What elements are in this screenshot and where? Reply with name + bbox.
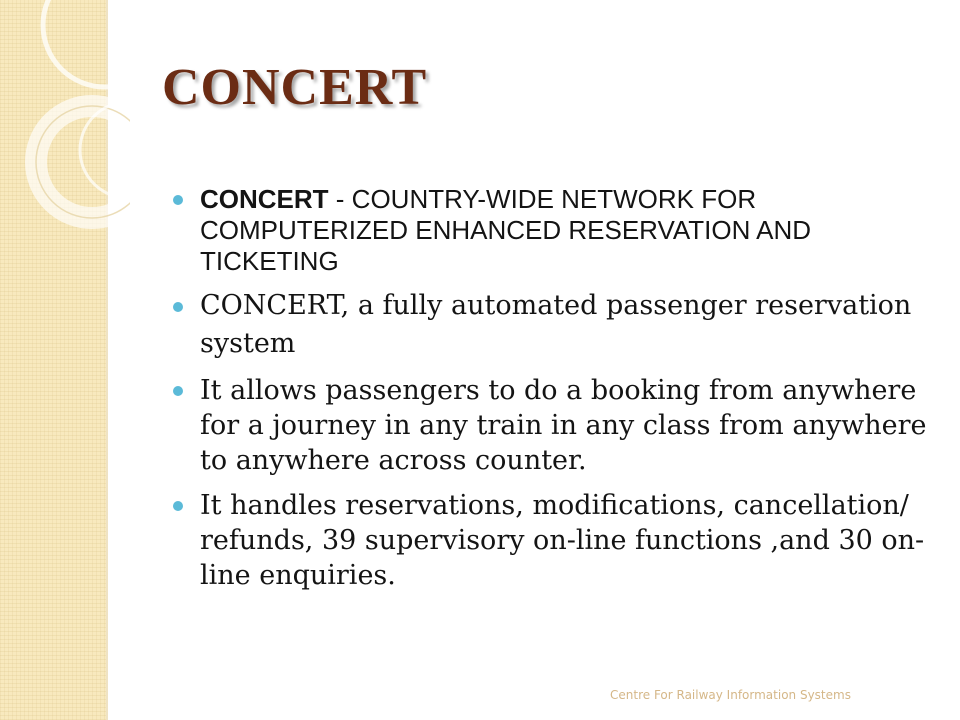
- footer-text: Centre For Railway Information Systems: [610, 688, 851, 702]
- bullet-dot-icon: [173, 501, 183, 511]
- slide-title: CONCERT: [162, 59, 428, 116]
- bullet-item: [200, 184, 940, 277]
- bullet-dot-icon: [173, 302, 183, 312]
- bullet-item: [200, 488, 940, 593]
- bullet-dot-icon: [173, 386, 183, 396]
- bullet-text: CONCERT, a fully automated passenger reservation system: [200, 290, 912, 359]
- deco-circle-large: [43, 0, 130, 87]
- bullet-term: CONCERT: [200, 184, 329, 214]
- bullet-text: It handles reservations, modifications, cancellation/ refunds, 39 supervisory on-line functions ,and 30 on-line enquiries.: [200, 490, 925, 591]
- bullet-list: [200, 184, 940, 603]
- decorative-circles-graphic: [0, 0, 130, 240]
- bullet-item: [200, 373, 940, 478]
- bullet-item: [200, 287, 940, 363]
- bullet-dot-icon: [173, 195, 183, 205]
- bullet-text: It allows passengers to do a booking from anywhere for a journey in any train in any class from anywhere to anywhere across counter.: [200, 375, 927, 476]
- bullet-text: - COUNTRY-WIDE NETWORK FOR COMPUTERIZED ENHANCED RESERVATION AND TICKETING: [200, 184, 812, 276]
